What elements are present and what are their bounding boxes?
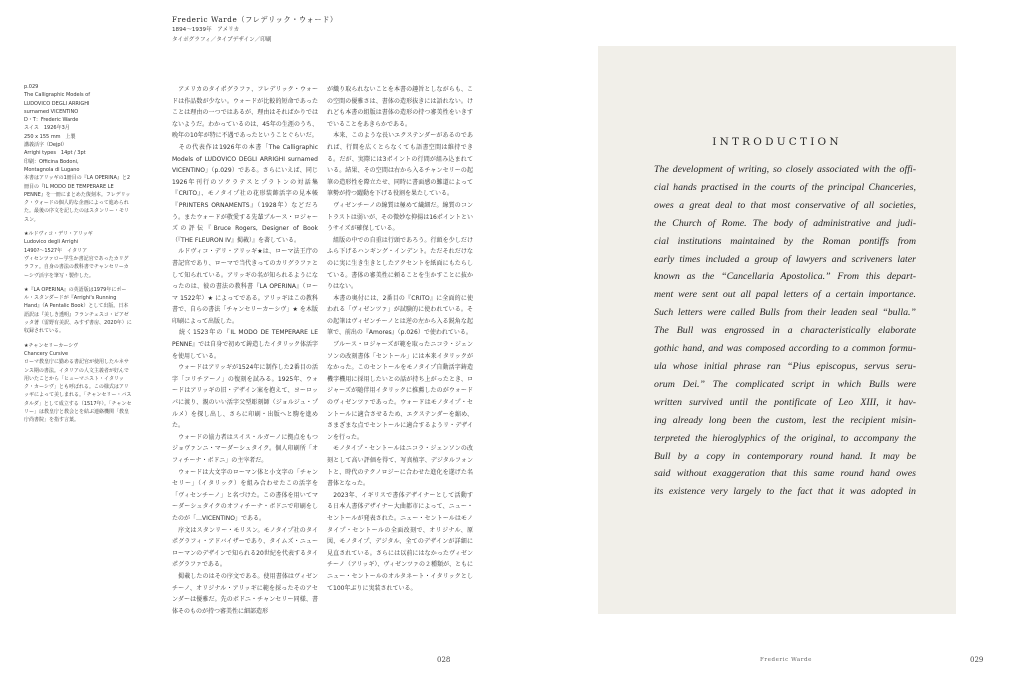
page-number-right: 029 — [970, 656, 984, 664]
paragraph: ウォードはアリッギが1524年に制作した2番目の活字「コリチアーノ」の復刻を試みる。1925年、ウォードはアリッギの旧・デザイン案を抱えて、ヨーロッパに渡り、親のいい活字父型彫刻師（ジョルジュ・プルメ）を探し出し、さらに印刷・出版へと駒を進めた。 — [172, 364, 318, 430]
text-line: written survived until the pontificate of Leo XIII, it hav- — [654, 396, 916, 408]
introduction-title: INTRODUCTION — [712, 136, 842, 148]
paragraph: ウォードの協力者はスイス・ルガーノに拠点をもつジョヴァンニ・マーダーシュタイク。個人印刷所「オフィチーナ・ボドニ」の主宰者だ。 — [172, 433, 318, 464]
sidenote-note-chancery: ★チャンセリーカーシヴ Chancery Cursive ローマ教皇庁に勤める書記官が使用したルネサンス期の書法。イタリアの人文主義者が好んで用いたことから「ヒューマニスト・イタリック・カーシヴ」とも呼ばれる。この様式はアリッギによって美しまれる。「チャンセリー・バスタルダ」として成立する（1517年）。「チャンセリー」は教皇庁と教会とを結ぶ連絡機関「教皇庁尚書院」を指す言葉。 — [24, 342, 132, 424]
paragraph: 続く1523年の『IL MODO DE TEMPERARE LE PENNE』では自身で初めて鋳造したイタリック体活字を使用している。 — [172, 329, 318, 360]
designer-name: Frederic Warde（フレデリック・ウォード） — [172, 15, 338, 24]
text-line: the Church of Rome. The body of administrative and judi- — [654, 217, 916, 229]
sidenote-specs: D・T：Frederic Warde スイス 1926年3月 250 x 155 mm 上製 講義活字（Dejpl） Arrighi types 14pt / 3pt 印刷：Officina Bodoni, Montagnola di Lugano — [24, 117, 86, 173]
running-head: Frederic Warde — [760, 657, 812, 663]
text-line: owes a great deal to that most conservative of all societies, — [654, 199, 916, 211]
text-line: early times included a group of lawyers and scriveners later — [654, 253, 916, 265]
text-line: its existence very largely to the fact that it was adopted in — [654, 486, 916, 498]
sidenote-note-operina: ★『LA OPERINA』の英語版は1979年にポール・スタンダードが『Arrighi's Running Hand』（A Pentalic Book）として出版。日本語訳は『美しき透明』フランチェスコ・ビアゼッタ著（雷野有美訳、みすず書房、2020年）に収録されている。 — [24, 286, 132, 335]
text-line: cial hands practised in the courts of the principal Chanceries, — [654, 181, 916, 193]
body-column-1 — [172, 84, 318, 617]
paragraph: アメリカのタイポグラファ、フレデリック・ウォードは作品数が少ない。ウォードが比較的短命であったことは理由の一つではあるが、理由はそればかりではないようだ。わかっているのは、45年の生涯のうち、晩年の10年が特に不遇であったということぐらいだ。 — [172, 86, 318, 140]
text-line: The development of writing, so closely associated with the offi- — [654, 164, 916, 175]
paragraph: 組版の中での自重は行頭であろう。行頭を少しだけふら下げるハンギング・インデント。ただそれだけなのに実に生き生きとしたアクセントを紙面にもたらしている。書体の審美性に頼ることを生かすことに抜かりはない。 — [327, 236, 473, 291]
paragraph: 2023年、イギリスで書体デザイナーとして活動する日本人書体デザイナー大曲都市によって、ニュー・セントールが発表された。ニュー・セントールはモノタイプ・セントールの全面改刻で、オリジナル、原図、モノタイプ、デジタル、全てのデザインが詳細に見直されている。さらには以前にはなかったヴィゼンチーノ（アリッギ）、ヴィゼンツァの２種類が、ともにニュー・セントールのオルタネート・イタリックとして100年ぶりに実装されている。 — [327, 491, 473, 592]
text-line: Bull by a copy in contemporary round hand. It may be — [654, 450, 916, 462]
paragraph: 本来、このような長いエクステンダーがあるのであれば、行間を広くとらなくても語書空間は維持できる。だが、実際には3ポイントの行間が組み込まれている。結果、その空間は右から入るチャンセリーの起筆の造形性を際立たせ、同時に書面感の難道によって筆勢が持つ躍動を下げる役割を果たしている。 — [327, 132, 473, 198]
text-line: known as the “Cancellaria Apostolica.” From this depart- — [654, 271, 916, 283]
sidenote-note-arrighi: ★ルドヴィコ・デリ・アリッギ Ludovico degli Arrighi 1490?〜1527年 イタリア ヴィセンツァロー学生か書記官であったカリグラファ。自身の書法の教科書でチャンセリーカーシヴ活字を筆写・製作した。 — [24, 231, 129, 279]
text-line: cial institutions maintained by the Roman pontiffs from — [654, 235, 916, 247]
text-line: orum Dei.” The complicated script in which Bulls were — [654, 378, 916, 390]
text-line: ing already long been the custom, lest the recipient misin- — [654, 414, 916, 426]
page-number-left: 028 — [437, 656, 451, 664]
paragraph: その代表作は1926年の本書「The Calligraphic Models of LUDOVICO DEGLI ARRIGHI surnamed VICENTINO」（p.029）である。さらにいえば、同じ1926年刊行のソクラテスとプラトンの対話集『CRITO』、モノタイプ社の花形装飾活字の見本帳『PRINTERS ORNAMENTS』（1928年）などだろう。またウォードが敬愛する先輩ブルース・ロジャーズの評伝『Bruce Rogers, Designer of Book（『THE FLEURON IV』掲載）』を著している。 — [172, 143, 318, 244]
paragraph: ルドヴィコ・デリ・アリッギ★は、ローマ法王庁の書記官であり、ローマで当代きってのカリグラファとして知られている。アリッギの名が知られるようになったのは、彼の書法の教科書『LA OPERINA』（ローマ 1522年）★ によってである。アリッギはこの教科書で、自らの書法「チャンセリーカーシヴ」★ を木版印刷によって出版した。 — [172, 248, 318, 325]
text-line: Such letters were called Bulls from their leaden seal “bulla.” — [654, 307, 916, 319]
paragraph: 本書の奥付には、2番目の『CRITO』に全面的に使われる「ヴィゼンツァ」が試験的に使われている。その起筆はヴィゼンチーノとは逆の左から入る鋭角な起筆で、前出の『Amores』（p.026）で使われている。 — [327, 294, 473, 337]
paragraph: ブルース・ロジャーズが範を取ったニコラ・ジェンソンの改刻書体「セントール」には本来イタリックがなかった。このセントールをモノタイプ自動活字鋳造機字機用に採用したいとの話が持ち上がったとき、ロジャーズが随伴用イタリックに推薦したのがウォードのヴィゼンツァであった。ウォードはモノタイプ・セントールに適合させるため、エクステンダーを縮め、さまざまな点でセントールに適合するようリ・デザインを行った。 — [327, 341, 473, 441]
paragraph: 掲載したのはその序文である。使用書体はヴィゼンチーノ、オリジナル・アリッギに範を採ったそのアセンダーは優雅だ。先のボドニ・チャンセリー同様、書体そのものが持つ審美性に細部造形 — [172, 572, 318, 615]
sidenote-book-title: The Calligraphic Models of LUDOVICO DEGLI ARRIGHI surnamed VICENTINO — [24, 92, 91, 115]
text-line: said without exaggeration that this same round hand owes — [654, 468, 916, 480]
page-header — [172, 14, 472, 45]
text-line: ula whose initial phrase ran “Pius episcopus, servus seru- — [654, 360, 916, 372]
text-line: terpreted the hieroglyphics of the original, to accompany the — [654, 432, 916, 444]
text-line: gothic hand, and was composed according to a common formu- — [654, 343, 916, 355]
text-line: The Bull was engrossed in a characteristically elaborate — [654, 325, 916, 337]
sidenote-page-ref: p.029 — [24, 84, 39, 90]
paragraph: モノタイプ・セントールはニコラ・ジェンソンの改刻として高い評価を得て、写真植字、デジタルフォントと、時代のテクノロジーに合わせた進化を遂げた名書体となった。 — [327, 445, 473, 488]
paragraph: が織り取られないことを本書の趣旨としながらも、この空間の優雅さは、書体の造形抜きには語れない。けれども本書の組版は書体の造形の持つ審美性をいきすでいることをあきらかである。 — [327, 86, 473, 128]
text-line: ment were sent out all papal letters of a certain importance. — [654, 289, 916, 301]
paragraph: 序文はスタンリー・モリスン。モノタイプ社のタイポグラフィ・アドバイザーであり、タイムズ・ニューローマンのデザインで知られる20世紀を代表するタイポグラファである。 — [172, 526, 318, 569]
designer-roles: タイポグラフィ／タイプデザイン／印刷 — [172, 37, 272, 43]
sidenote — [24, 83, 132, 425]
paragraph: ヴィゼンチーノの線質は極めて繊細だ。線質のコントラストは弱いが、その微妙な抑揚は16ポイントというサイズが確保している。 — [327, 201, 473, 233]
book-page-image — [598, 46, 956, 614]
introduction-text — [654, 161, 916, 501]
designer-dates: 1894〜1939年 アメリカ — [172, 27, 240, 33]
paragraph: ウォードは大文字のローマン体と小文字の「チャンセリー」（イタリック）を組み合わせたこの活字を「ヴィセンチーノ」と名づけた。この書体を用いてマーダーシュタイクのオフィチーナ・ボドニで印刷をしたのが「…VICENTINO」である。 — [172, 468, 318, 522]
body-column-2 — [327, 84, 473, 594]
sidenote-description: 本書はアリッギの1冊目の『LA OPERINA』と2冊目の『IL MODO DE TEMPERARE LE PENNE』を一冊にまとめた復刻本。フレデリック・ウォードの個人的な企画によって進められた。最後の序文を記したのはスタンリー・モリスン。 — [24, 175, 131, 223]
